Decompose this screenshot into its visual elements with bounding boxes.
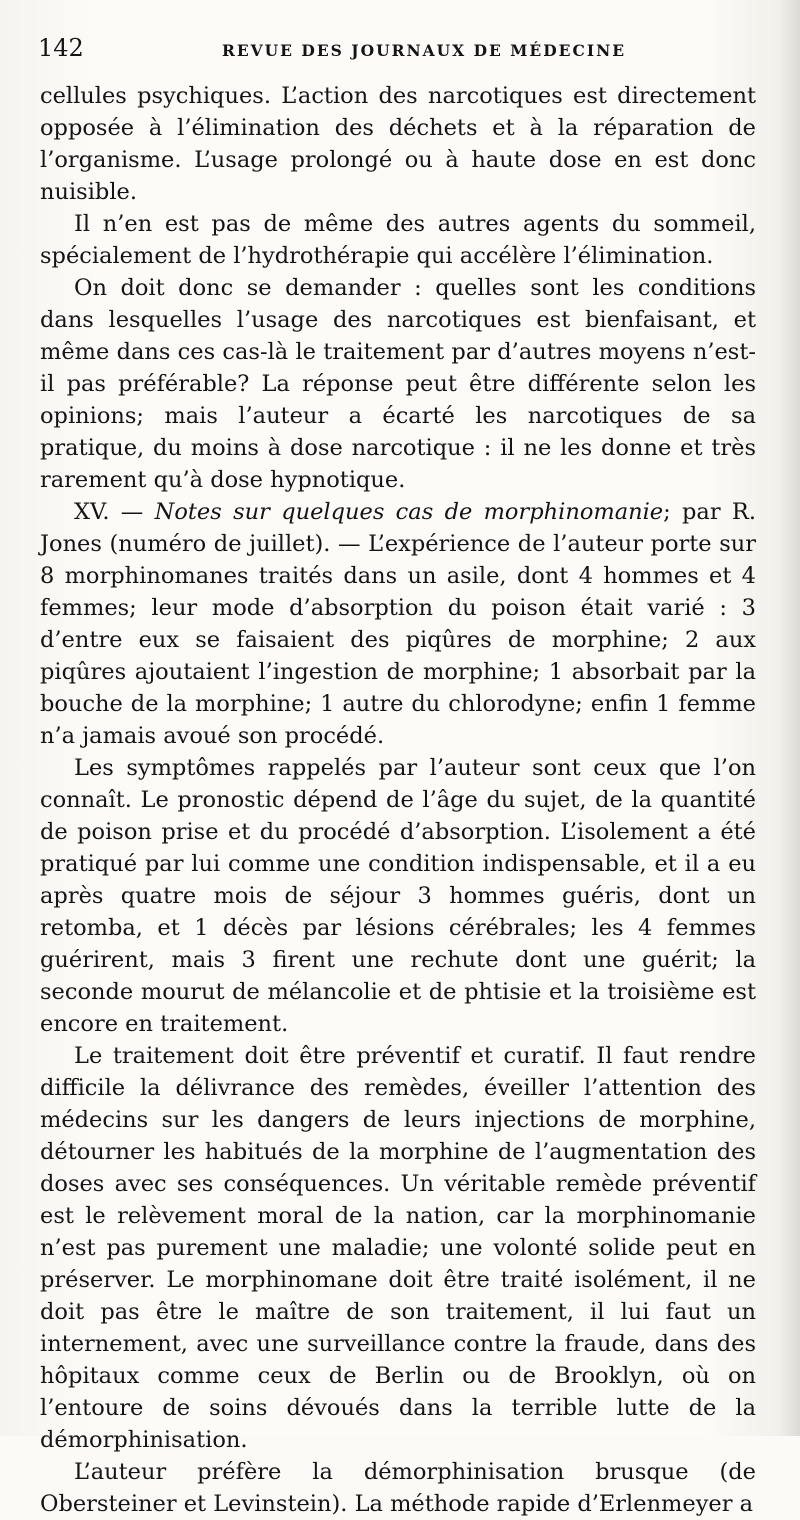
paragraph-5: Les symptômes rappelés par l’auteur sont ceux que l’on connaît. Le pronostic dépend de l’âge du sujet, de la quantité de poison prise et du procédé d’absorption. L’isolement a été pratiqué par lui comme une condition indispensable, et il a eu après quatre mois de séjour 3 hommes guéris, dont un retomba, et 1 décès par lésions cérébrales; les 4 femmes guérirent, mais 3 firent une rechute dont une guérit; la seconde mourut de mélancolie et de phtisie et la troisième est encore en traitement. <box>40 755 756 1037</box>
page-edge-shadow <box>778 0 800 1436</box>
paragraph-7: L’auteur préfère la démorphinisation brusque (de Obersteiner et Levinstein). La méthode rapide d’Erlenmeyer a <box>40 1459 756 1517</box>
section-number: XV. — <box>74 499 144 525</box>
paragraph-3: On doit donc se demander : quelles sont les conditions dans lesquelles l’usage des narcotiques est bienfaisant, et même dans ces cas-là le traitement par d’autres moyens n’est-il pas préférable? La réponse peut être différente selon les opinions; mais l’auteur a écarté les narcotiques de sa pratique, du moins à dose narcotique : il ne les donne et très rarement qu’à dose hypnotique. <box>40 275 756 493</box>
paragraph-1: cellules psychiques. L’action des narcotiques est directement opposée à l’élimination des déchets et à la réparation de l’organisme. L’usage prolongé ou à haute dose en est donc nuisible. <box>40 83 756 205</box>
page-header <box>38 34 760 74</box>
paragraph-6: Le traitement doit être préventif et curatif. Il faut rendre difficile la délivrance des remèdes, éveiller l’attention des médecins sur les dangers de leurs injections de morphine, détourner les habitués de la morphine de l’augmentation des doses avec ses conséquences. Un véritable remède préventif est le relèvement moral de la nation, car la morphinomanie n’est pas purement une maladie; une volonté solide peut en préserver. Le morphinomane doit être traité isolément, il ne doit pas être le maître de son traitement, il lui faut un internement, avec une surveillance contre la fraude, dans des hôpitaux comme ceux de Berlin ou de Brooklyn, où on l’entoure de soins dévoués dans la terrible lutte de la démorphinisation. <box>40 1043 756 1453</box>
paragraph-2: Il n’en est pas de même des autres agents du sommeil, spécialement de l’hydrothérapie qui accélère l’élimination. <box>40 211 756 269</box>
paragraph-4 <box>40 496 756 752</box>
paragraph-4-text: ; par R. Jones (numéro de juillet). — L’expérience de l’auteur porte sur 8 morphinomanes traités dans un asile, dont 4 hommes et 4 femmes; leur mode d’absorption du poison était varié : 3 d’entre eux se faisaient des piqûres de morphine; 2 aux piqûres ajoutaient l’ingestion de morphine; 1 absorbait par la bouche de la morphine; 1 autre du chlorodyne; enfin 1 femme n’a jamais avoué son procédé. <box>40 499 757 749</box>
article-title: Notes sur quelques cas de morphinomanie <box>154 499 664 525</box>
running-head: REVUE DES JOURNAUX DE MÉDECINE <box>221 41 627 60</box>
article-body <box>40 80 756 1520</box>
page-number: 142 <box>38 34 84 62</box>
